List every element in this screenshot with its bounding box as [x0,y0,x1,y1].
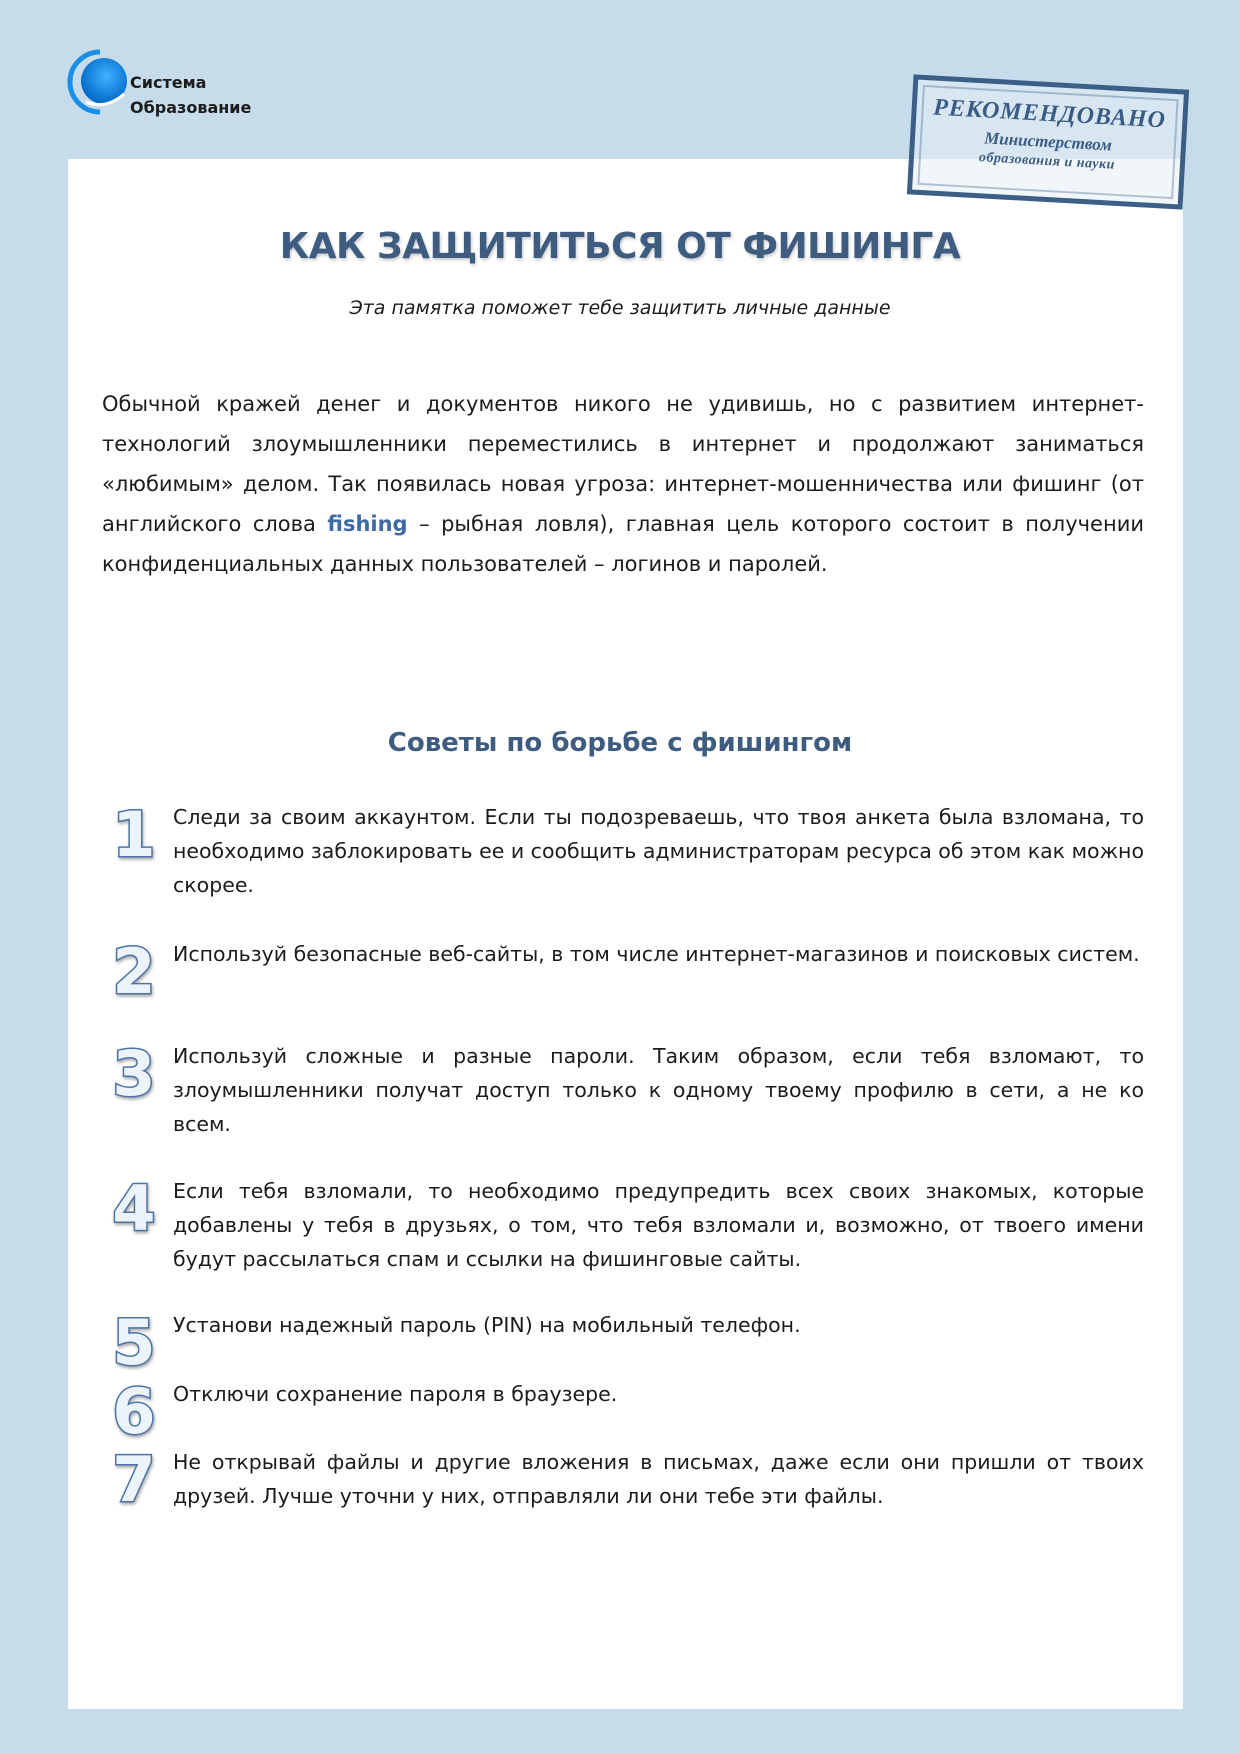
globe-logo-icon [66,48,130,120]
tip-text: Используй безопасные веб-сайты, в том числе интернет-магазинов и поисковых систем. [173,942,1140,966]
recommended-stamp [907,74,1189,209]
tip-number-label: 4 [112,1174,156,1238]
tip-number-7 [104,1445,164,1509]
tip-text: Установи надежный пароль (PIN) на мобильный телефон. [173,1313,801,1337]
tip-number-label: 2 [112,937,156,1001]
logo-line-1: Система [130,73,207,92]
stamp-line-3: образования и науки [978,150,1116,173]
tip-number-3 [104,1039,164,1103]
page-subtitle: Эта памятка поможет тебе защитить личные данные [349,297,891,319]
intro-text-before: Обычной кражей денег и документов никого не удивишь, но с развитием интернет-технологий злоумышленники переместились в интернет и продолжают заниматься «любимым» делом. Так появилась новая угроза: интернет-мошенничества или фишинг (от английского слова [102,392,1144,536]
logo [66,48,286,120]
tip-text: Используй сложные и разные пароли. Таким образом, если тебя взломают, то злоумышленники получат доступ только к одному твоему профилю в сети, а не ко всем. [173,1044,1144,1136]
tip-number-label: 7 [112,1445,156,1509]
tip-number-label: 3 [112,1039,156,1103]
tip-number-label: 5 [112,1308,156,1372]
stamp-line-2: Министерством [983,128,1113,155]
tip-text: Не открывай файлы и другие вложения в письмах, даже если они пришли от твоих друзей. Лучше уточни у них, отправляли ли они тебе эти файлы. [173,1450,1144,1508]
tip-text: Если тебя взломали, то необходимо предупредить всех своих знакомых, которые добавлены у тебя в друзьях, о том, что тебя взломали и, возможно, от твоего имени будут рассылаться спам и ссылки на фишинговые сайты. [173,1179,1144,1271]
intro-paragraph [102,384,1144,584]
page-title: КАК ЗАЩИТИТЬСЯ ОТ ФИШИНГА [279,226,961,267]
tip-number-label: 1 [112,800,156,864]
tip-number-2 [104,937,164,1001]
tip-number-5 [104,1308,164,1372]
logo-text [130,70,251,120]
tips-heading: Советы по борьбе с фишингом [387,728,853,758]
logo-line-2: Образование [130,98,252,117]
intro-highlight-word: fishing [327,512,408,536]
tip-number-label: 6 [112,1377,156,1441]
intro-text-after: – рыбная ловля), главная цель которого состоит в получении конфиденциальных данных пользователей – логинов и паролей. [102,512,1144,576]
tip-number-4 [104,1174,164,1238]
stamp-line-1: РЕКОМЕНДОВАНО [932,94,1167,134]
tip-text: Следи за своим аккаунтом. Если ты подозреваешь, что твоя анкета была взломана, то необходимо заблокировать ее и сообщить администраторам ресурса об этом как можно скорее. [173,805,1144,897]
tip-number-6 [104,1377,164,1441]
tip-text: Отключи сохранение пароля в браузере. [173,1382,618,1406]
tip-number-1 [104,800,164,864]
